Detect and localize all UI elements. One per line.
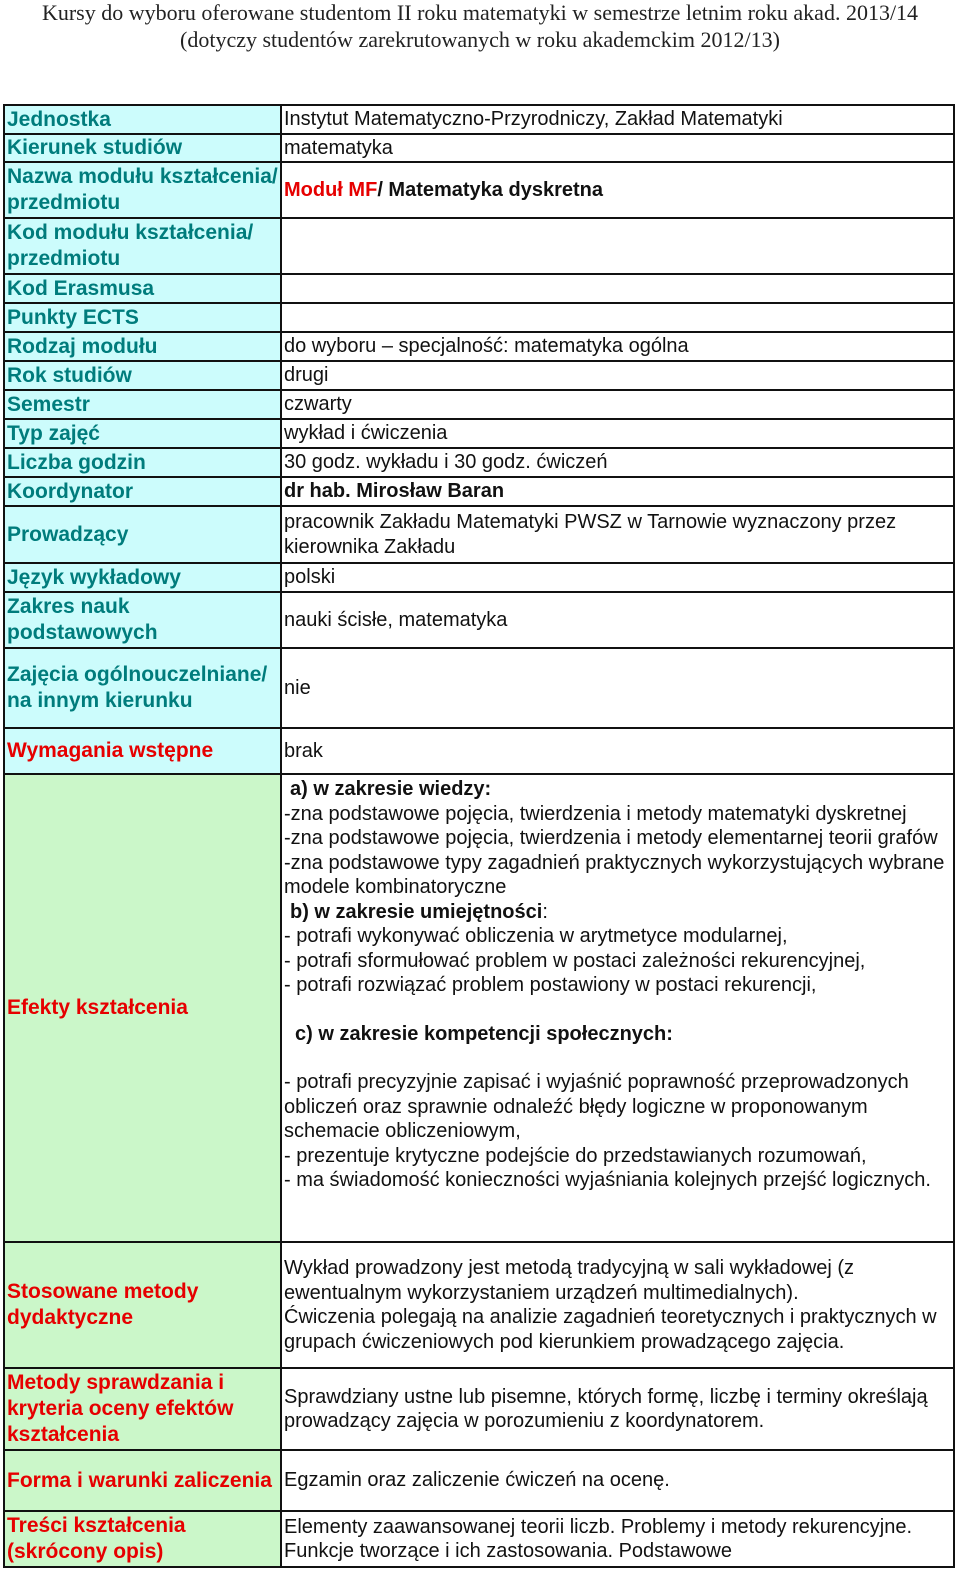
label-semestr: Semestr xyxy=(4,390,281,419)
efekty-a-heading: a) w zakresie wiedzy: xyxy=(290,778,492,800)
label-kierunek: Kierunek studiów xyxy=(4,134,281,162)
row-zakres xyxy=(4,592,954,648)
label-rodzaj: Rodzaj modułu xyxy=(4,332,281,361)
efekty-c-heading: c) w zakresie kompetencji społecznych: xyxy=(295,1022,673,1045)
course-table xyxy=(3,104,955,1568)
value-rodzaj: do wyboru – specjalność: matematyka ogólna xyxy=(281,332,954,361)
document-title-line-2: (dotyczy studentów zarekrutowanych w roku akademckim 2012/13) xyxy=(180,27,780,52)
label-prowadzacy: Prowadzący xyxy=(4,506,281,563)
label-godziny: Liczba godzin xyxy=(4,448,281,477)
label-jednostka: Jednostka xyxy=(4,105,281,134)
value-kod-erasmusa xyxy=(281,274,954,303)
row-efekty xyxy=(4,774,954,1242)
row-koordynator xyxy=(4,477,954,506)
row-rodzaj xyxy=(4,332,954,361)
label-wymagania: Wymagania wstępne xyxy=(4,728,281,774)
value-nazwa xyxy=(281,162,954,218)
row-kod-modulu xyxy=(4,218,954,274)
label-efekty: Efekty kształcenia xyxy=(4,774,281,1242)
value-godziny: 30 godz. wykładu i 30 godz. ćwiczeń xyxy=(281,448,954,477)
row-sprawdzanie xyxy=(4,1368,954,1450)
label-tresci: Treści kształcenia (skrócony opis) xyxy=(4,1511,281,1567)
label-forma: Forma i warunki zaliczenia xyxy=(4,1450,281,1511)
label-typ: Typ zajęć xyxy=(4,419,281,448)
row-ogolnouczelniane xyxy=(4,648,954,728)
value-koordynator: dr hab. Mirosław Baran xyxy=(281,477,954,506)
efekty-c2: - prezentuje krytyczne podejście do przedstawianych rozumowań, xyxy=(284,1144,867,1167)
efekty-c1: - potrafi precyzyjnie zapisać i wyjaśnić poprawność przeprowadzonych obliczeń oraz sprawnie odnaleźć błędy logiczne w proponowanym schemacie obliczeniowym, xyxy=(284,1071,909,1142)
label-nazwa: Nazwa modułu kształcenia/ przedmiotu xyxy=(4,162,281,218)
row-semestr xyxy=(4,390,954,419)
efekty-c3: - ma świadomość konieczności wyjaśniania kolejnych przejść logicznych. xyxy=(284,1169,931,1191)
row-metody xyxy=(4,1242,954,1368)
label-rok: Rok studiów xyxy=(4,361,281,390)
row-nazwa xyxy=(4,162,954,218)
value-ogolnouczelniane: nie xyxy=(281,648,954,728)
value-jednostka: Instytut Matematyczno-Przyrodniczy, Zakład Matematyki xyxy=(281,105,954,134)
value-zakres: nauki ścisłe, matematyka xyxy=(281,592,954,648)
label-jezyk: Język wykładowy xyxy=(4,563,281,592)
efekty-a1: -zna podstawowe pojęcia, twierdzenia i metody matematyki dyskretnej xyxy=(284,802,907,825)
row-wymagania xyxy=(4,728,954,774)
document-title-line-1: Kursy do wyboru oferowane studentom II roku matematyki w semestrze letnim roku akad. 2013/14 xyxy=(41,0,919,25)
row-typ xyxy=(4,419,954,448)
efekty-b3: - potrafi rozwiązać problem postawiony w postaci rekurencji, xyxy=(284,974,817,996)
row-jezyk xyxy=(4,563,954,592)
efekty-b1: - potrafi wykonywać obliczenia w arytmetyce modularnej, xyxy=(284,925,788,947)
label-sprawdzanie: Metody sprawdzania i kryteria oceny efektów kształcenia xyxy=(4,1368,281,1450)
value-forma: Egzamin oraz zaliczenie ćwiczeń na ocenę. xyxy=(281,1450,954,1511)
label-koordynator: Koordynator xyxy=(4,477,281,506)
value-typ: wykład i ćwiczenia xyxy=(281,419,954,448)
row-godziny xyxy=(4,448,954,477)
metody-wyklad: Wykład prowadzony jest metodą tradycyjną w sali wykładowej (z ewentualnym wykorzystaniem urządzeń multimedialnych). xyxy=(284,1257,855,1304)
efekty-b-heading: b) w zakresie umiejętności xyxy=(290,900,543,923)
metody-cwiczenia: Ćwiczenia polegają na analizie zagadnień teoretycznych i praktycznych w grupach ćwiczeniowych pod kierunkiem prowadzącego zajęcia. xyxy=(284,1306,937,1353)
row-rok xyxy=(4,361,954,390)
label-kod-erasmusa: Kod Erasmusa xyxy=(4,274,281,303)
value-semestr: czwarty xyxy=(281,390,954,419)
value-wymagania: brak xyxy=(281,728,954,774)
label-ogolnouczelniane: Zajęcia ogólnouczelniane/ na innym kierunku xyxy=(4,648,281,728)
label-kod-modulu: Kod modułu kształcenia/ przedmiotu xyxy=(4,218,281,274)
value-tresci: Elementy zaawansowanej teorii liczb. Problemy i metody rekurencyjne. Funkcje tworzące i ich zastosowania. Podstawowe xyxy=(281,1511,954,1567)
efekty-b-colon: : xyxy=(542,900,548,923)
row-kierunek xyxy=(4,134,954,162)
row-tresci xyxy=(4,1511,954,1567)
row-ects xyxy=(4,303,954,332)
efekty-b-heading-line xyxy=(284,900,951,925)
row-kod-erasmusa xyxy=(4,274,954,303)
value-sprawdzanie: Sprawdziany ustne lub pisemne, których formę, liczbę i terminy określają prowadzący zajęcia w porozumieniu z koordynatorem. xyxy=(281,1368,954,1450)
label-zakres: Zakres nauk podstawowych xyxy=(4,592,281,648)
row-jednostka xyxy=(4,105,954,134)
value-prowadzacy: pracownik Zakładu Matematyki PWSZ w Tarnowie wyznaczony przez kierownika Zakładu xyxy=(281,506,954,563)
efekty-b2: - potrafi sformułować problem w postaci zależności rekurencyjnej, xyxy=(284,949,866,972)
module-code: Moduł MF xyxy=(284,178,378,201)
value-jezyk: polski xyxy=(281,563,954,592)
label-metody: Stosowane metody dydaktyczne xyxy=(4,1242,281,1368)
value-rok: drugi xyxy=(281,361,954,390)
efekty-a3: -zna podstawowe typy zagadnień praktycznych wykorzystujących wybrane modele kombinatoryczne xyxy=(284,851,945,898)
value-ects xyxy=(281,303,954,332)
efekty-a2: -zna podstawowe pojęcia, twierdzenia i metody elementarnej teorii grafów xyxy=(284,827,938,849)
value-metody xyxy=(281,1242,954,1368)
value-efekty xyxy=(281,774,954,1242)
module-name: / Matematyka dyskretna xyxy=(377,178,603,201)
value-kierunek: matematyka xyxy=(281,134,954,162)
value-kod-modulu xyxy=(281,218,954,274)
label-ects: Punkty ECTS xyxy=(4,303,281,332)
row-forma xyxy=(4,1450,954,1511)
row-prowadzacy xyxy=(4,506,954,563)
